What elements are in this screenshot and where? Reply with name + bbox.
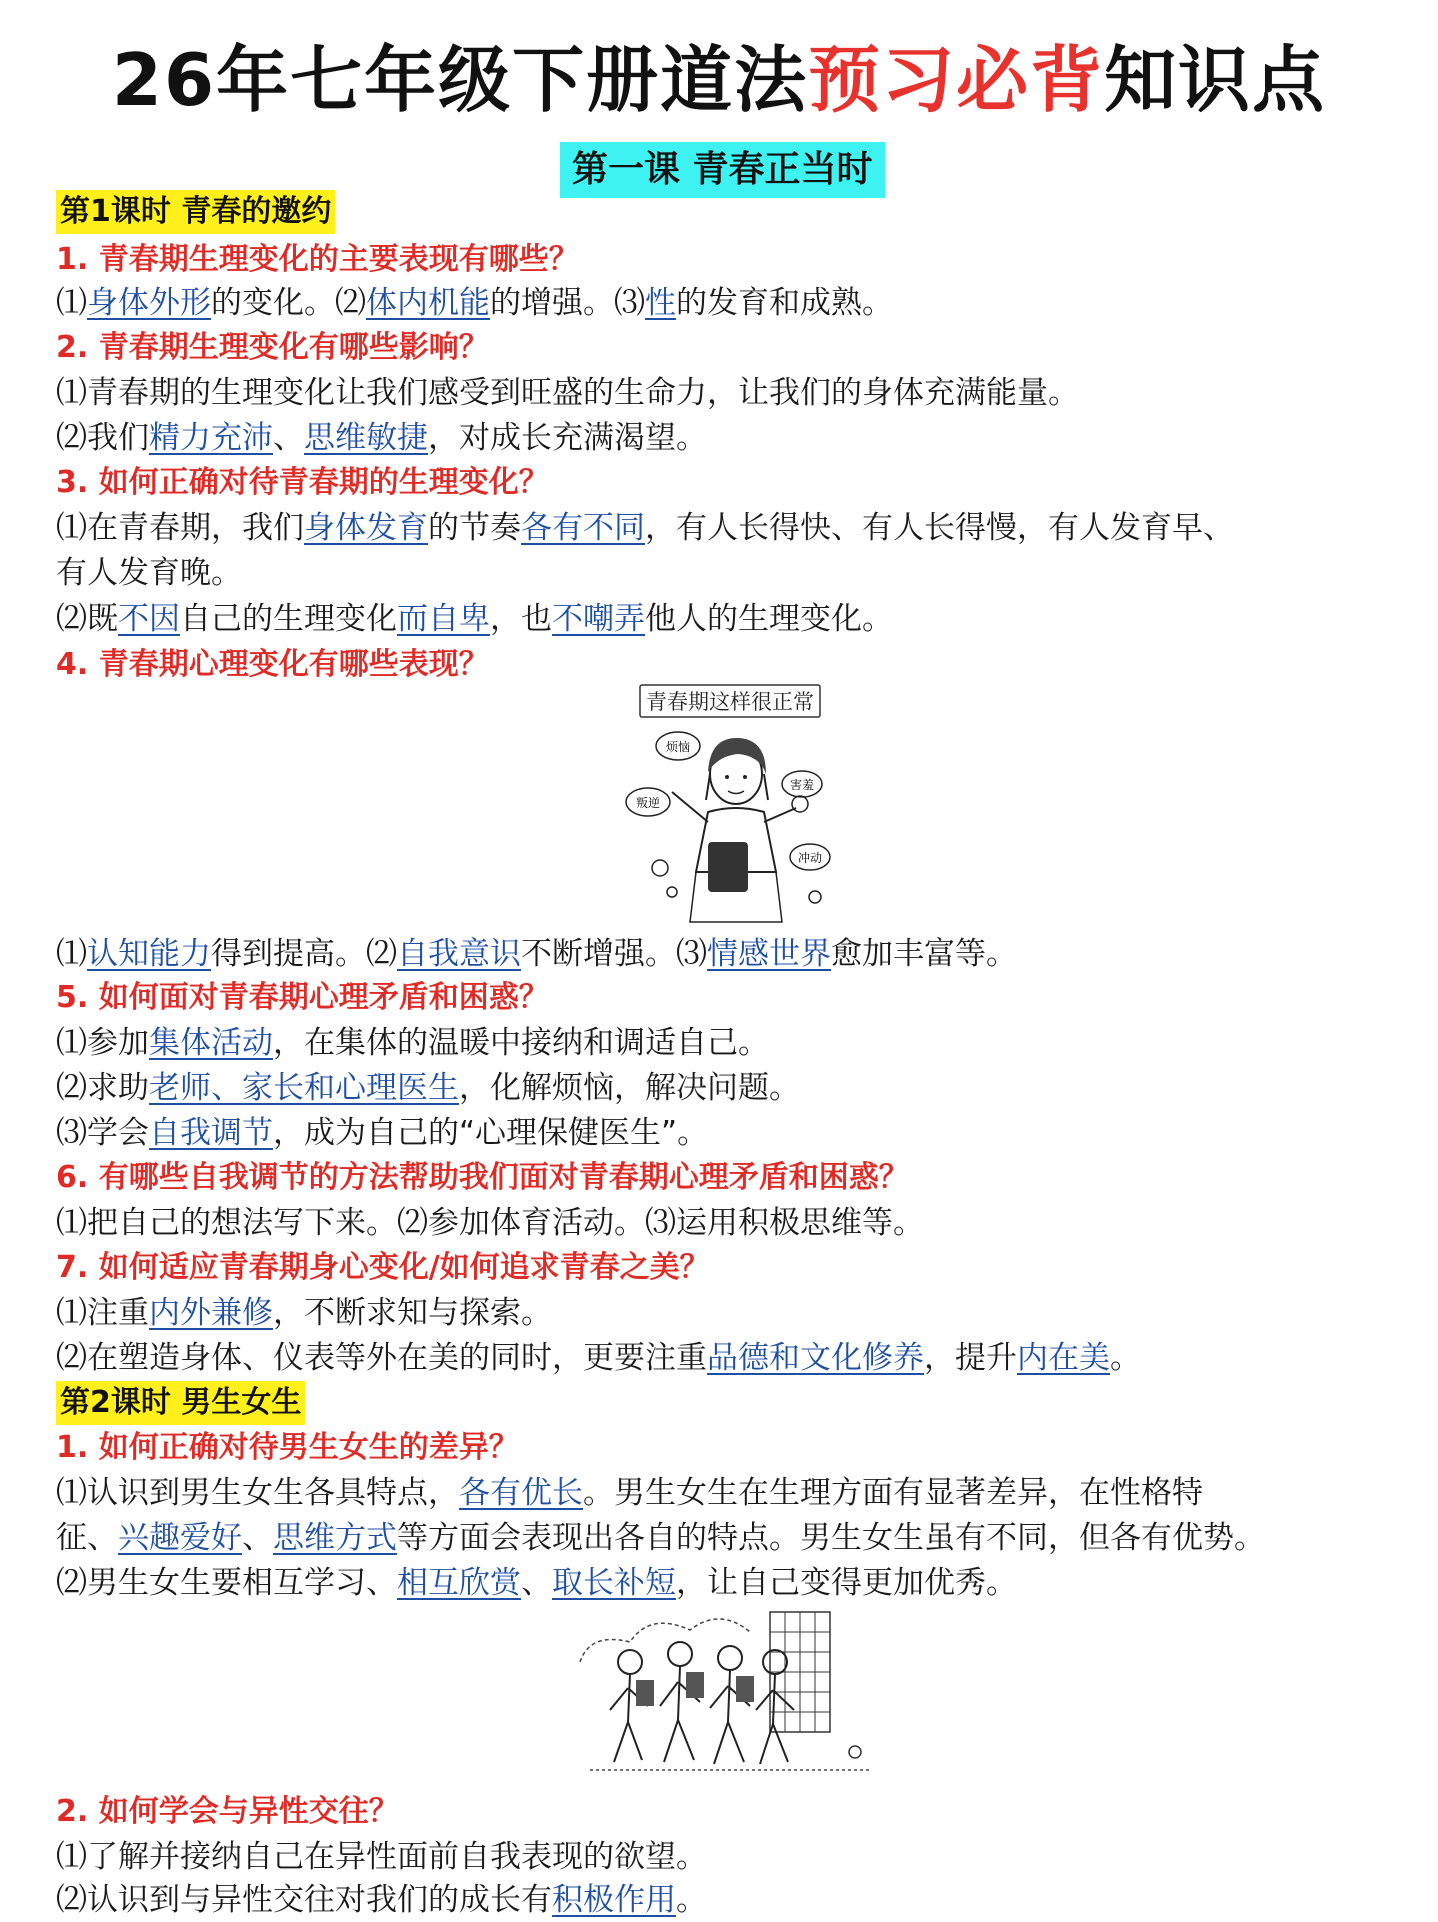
text-segment: ⑴认识到男生女生各具特点， <box>56 1475 459 1511</box>
keyword: 内在美 <box>1017 1340 1110 1376</box>
keyword: 不因 <box>118 601 180 637</box>
keyword: 体内机能 <box>366 285 490 321</box>
bubble-label: 叛逆 <box>635 796 661 810</box>
text-segment: ，提升 <box>924 1340 1017 1376</box>
answer-3-2 <box>56 597 893 641</box>
keyword: 性 <box>645 285 676 321</box>
keyword: 自我意识 <box>397 936 521 972</box>
answer-5-2 <box>56 1066 800 1110</box>
text-segment: ⑵男生女生要相互学习、 <box>56 1565 397 1601</box>
answer-2-1: ⑴青春期的生理变化让我们感受到旺盛的生命力，让我们的身体充满能量。 <box>56 375 1079 411</box>
page-title <box>0 30 1438 130</box>
text-segment: 等方面会表现出各自的特点。男生女生虽有不同，但各有优势。 <box>397 1520 1265 1556</box>
keyword: 自我调节 <box>149 1115 273 1151</box>
answer-1 <box>56 281 893 325</box>
keyword: 思维敏捷 <box>304 420 428 456</box>
text-segment: ⑵认识到与异性交往对我们的成长有 <box>56 1882 552 1918</box>
text-segment: 。男生女生在生理方面有显著差异，在性格特 <box>583 1475 1203 1511</box>
answer-2-2 <box>56 416 707 460</box>
text-segment: ，在集体的温暖中接纳和调适自己。 <box>273 1025 769 1061</box>
text-segment: ，对成长充满渴望。 <box>428 420 707 456</box>
keyword: 身体外形 <box>87 285 211 321</box>
question-7: 7. 如何适应青春期身心变化/如何追求青春之美？ <box>56 1250 710 1285</box>
text-segment: ⑴ <box>56 285 87 321</box>
title-part3: 知识点 <box>1104 38 1327 122</box>
question-5: 5. 如何面对青春期心理矛盾和困惑？ <box>56 980 549 1015</box>
text-segment: 、 <box>273 420 304 456</box>
title-highlight: 预习必背 <box>808 38 1105 122</box>
keyword: 集体活动 <box>149 1025 273 1061</box>
s2-answer-1-1 <box>56 1471 1203 1515</box>
text-segment: 。 <box>1110 1340 1141 1376</box>
answer-3-1-cont: 有人发育晚。 <box>56 555 242 591</box>
students-illustration <box>570 1602 880 1782</box>
keyword: 取长补短 <box>552 1565 676 1601</box>
bubble-label: 害羞 <box>789 778 815 792</box>
text-segment: ，让自己变得更加优秀。 <box>676 1565 1017 1601</box>
answer-5-1 <box>56 1021 769 1065</box>
keyword: 各有不同 <box>521 510 645 546</box>
session-2-heading: 第2课时 男生女生 <box>56 1381 305 1425</box>
question-6: 6. 有哪些自我调节的方法帮助我们面对青春期心理矛盾和困惑？ <box>56 1160 909 1195</box>
text-segment: 他人的生理变化。 <box>645 601 893 637</box>
answer-7-2 <box>56 1336 1141 1380</box>
keyword: 积极作用 <box>552 1882 676 1918</box>
keyword: 老师、家长和心理医生 <box>149 1070 459 1106</box>
text-segment: ⑴在青春期，我们 <box>56 510 304 546</box>
keyword: 认知能力 <box>87 936 211 972</box>
text-segment: ，也 <box>490 601 552 637</box>
keyword: 兴趣爱好 <box>118 1520 242 1556</box>
text-segment: ⑵在塑造身体、仪表等外在美的同时，更要注重 <box>56 1340 707 1376</box>
text-segment: 的变化。⑵ <box>211 285 366 321</box>
keyword: 而自卑 <box>397 601 490 637</box>
text-segment: 征、 <box>56 1520 118 1556</box>
question-3: 3. 如何正确对待青春期的生理变化？ <box>56 465 549 500</box>
keyword: 相互欣赏 <box>397 1565 521 1601</box>
keyword: 各有优长 <box>459 1475 583 1511</box>
text-segment: ⑶学会 <box>56 1115 149 1151</box>
keyword: 不嘲弄 <box>552 601 645 637</box>
s2-answer-1-1-cont <box>56 1516 1265 1560</box>
illustration-caption: 青春期这样很正常 <box>646 690 814 714</box>
question-1: 1. 青春期生理变化的主要表现有哪些？ <box>56 242 579 277</box>
text-segment: ，有人长得快、有人长得慢，有人发育早、 <box>645 510 1234 546</box>
text-segment: ，不断求知与探索。 <box>273 1295 552 1331</box>
text-segment: 自己的生理变化 <box>180 601 397 637</box>
text-segment: ⑵我们 <box>56 420 149 456</box>
text-segment: 得到提高。⑵ <box>211 936 397 972</box>
question-4: 4. 青春期心理变化有哪些表现？ <box>56 647 489 682</box>
answer-5-3 <box>56 1111 708 1155</box>
keyword: 精力充沛 <box>149 420 273 456</box>
lesson-heading: 第一课 青春正当时 <box>560 142 885 198</box>
keyword: 品德和文化修养 <box>707 1340 924 1376</box>
keyword: 情感世界 <box>707 936 831 972</box>
girl-illustration <box>620 682 840 932</box>
text-segment: 的节奏 <box>428 510 521 546</box>
session-1-heading: 第1课时 青春的邀约 <box>56 190 335 234</box>
keyword: 身体发育 <box>304 510 428 546</box>
answer-4 <box>56 932 1017 976</box>
s2-answer-2-2 <box>56 1878 707 1922</box>
text-segment: 不断增强。⑶ <box>521 936 707 972</box>
text-segment: ⑵求助 <box>56 1070 149 1106</box>
text-segment: ⑴参加 <box>56 1025 149 1061</box>
answer-7-1 <box>56 1291 552 1335</box>
keyword: 思维方式 <box>273 1520 397 1556</box>
text-segment: 的增强。⑶ <box>490 285 645 321</box>
s2-answer-2-1: ⑴了解并接纳自己在异性面前自我表现的欲望。 <box>56 1839 707 1875</box>
s2-answer-1-2 <box>56 1561 1017 1605</box>
bubble-label: 冲动 <box>797 851 823 865</box>
text-segment: 、 <box>521 1565 552 1601</box>
text-segment: ⑴注重 <box>56 1295 149 1331</box>
question-2: 2. 青春期生理变化有哪些影响？ <box>56 330 489 365</box>
text-segment: 、 <box>242 1520 273 1556</box>
text-segment: 愈加丰富等。 <box>831 936 1017 972</box>
answer-6: ⑴把自己的想法写下来。⑵参加体育活动。⑶运用积极思维等。 <box>56 1205 924 1241</box>
s2-question-1: 1. 如何正确对待男生女生的差异？ <box>56 1430 519 1465</box>
text-segment: ，化解烦恼，解决问题。 <box>459 1070 800 1106</box>
s2-question-2: 2. 如何学会与异性交往？ <box>56 1794 399 1829</box>
text-segment: 。 <box>676 1882 707 1918</box>
keyword: 内外兼修 <box>149 1295 273 1331</box>
text-segment: ，成为自己的“心理保健医生”。 <box>273 1115 709 1151</box>
text-segment: 的发育和成熟。 <box>676 285 893 321</box>
text-segment: ⑴ <box>56 936 87 972</box>
title-part1: 26年七年级下册道法 <box>111 38 809 122</box>
text-segment: ⑵既 <box>56 601 118 637</box>
answer-3-1 <box>56 506 1234 550</box>
bubble-label: 烦恼 <box>665 740 691 754</box>
